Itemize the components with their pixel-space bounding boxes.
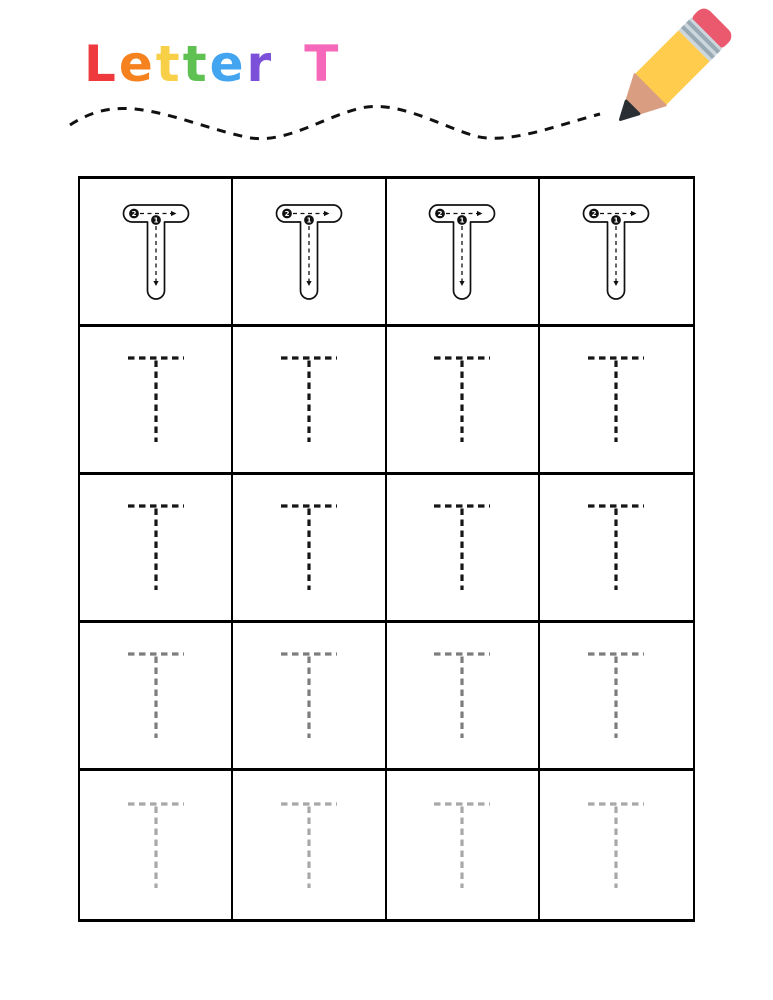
stroke-number: 1: [613, 216, 619, 225]
tracing-cell-r1c4: [540, 179, 693, 327]
tracing-cell-r2c4: [540, 327, 693, 475]
tracing-cell-r2c3: [387, 327, 540, 475]
guide-letter-t: [427, 202, 497, 302]
title-letter: r: [246, 35, 275, 93]
guide-letter-t: [121, 202, 191, 302]
trace-letter-t: [432, 648, 492, 743]
pencil-icon: [580, 0, 760, 150]
stroke-number: 1: [459, 216, 465, 225]
guide-letter-t: [274, 202, 344, 302]
tracing-cell-r5c2: [233, 771, 386, 919]
tracing-cell-r3c2: [233, 475, 386, 623]
title-letter: T: [304, 35, 342, 93]
trace-letter-t: [432, 798, 492, 893]
tracing-cell-r4c4: [540, 623, 693, 771]
tracing-cell-r5c4: [540, 771, 693, 919]
tracing-cell-r4c3: [387, 623, 540, 771]
tracing-cell-r4c2: [233, 623, 386, 771]
trace-letter-t: [586, 500, 646, 595]
tracing-cell-r3c1: [80, 475, 233, 623]
tracing-cell-r1c2: [233, 179, 386, 327]
trace-letter-t: [279, 648, 339, 743]
page-title: [84, 34, 341, 94]
trace-letter-t: [126, 798, 186, 893]
trace-letter-t: [126, 648, 186, 743]
tracing-cell-r4c1: [80, 623, 233, 771]
tracing-cell-r2c1: [80, 327, 233, 475]
tracing-cell-r1c1: [80, 179, 233, 327]
title-letter: e: [118, 35, 156, 93]
tracing-cell-r5c3: [387, 771, 540, 919]
stroke-number: 2: [284, 209, 290, 218]
trace-letter-t: [126, 352, 186, 447]
trace-letter-t: [126, 500, 186, 595]
trace-letter-t: [586, 352, 646, 447]
tracing-cell-r3c4: [540, 475, 693, 623]
title-letter: t: [182, 35, 210, 93]
trace-letter-t: [279, 500, 339, 595]
stroke-number: 2: [131, 209, 137, 218]
tracing-cell-r5c1: [80, 771, 233, 919]
trace-letter-t: [279, 352, 339, 447]
tracing-cell-r2c2: [233, 327, 386, 475]
tracing-cell-r3c3: [387, 475, 540, 623]
trace-letter-t: [432, 352, 492, 447]
trace-letter-t: [586, 648, 646, 743]
stroke-number: 2: [591, 209, 597, 218]
trace-letter-t: [279, 798, 339, 893]
stroke-number: 1: [153, 216, 159, 225]
wavy-dashed-line: [58, 96, 613, 146]
trace-letter-t: [586, 798, 646, 893]
trace-letter-t: [432, 500, 492, 595]
stroke-number: 1: [306, 216, 312, 225]
title-letter: e: [209, 35, 247, 93]
title-letter: L: [84, 35, 119, 93]
tracing-cell-r1c3: [387, 179, 540, 327]
tracing-grid: [78, 176, 695, 922]
wavy-dashed-path: [70, 106, 600, 138]
stroke-number: 2: [437, 209, 443, 218]
guide-letter-t: [581, 202, 651, 302]
title-letter: t: [155, 35, 183, 93]
